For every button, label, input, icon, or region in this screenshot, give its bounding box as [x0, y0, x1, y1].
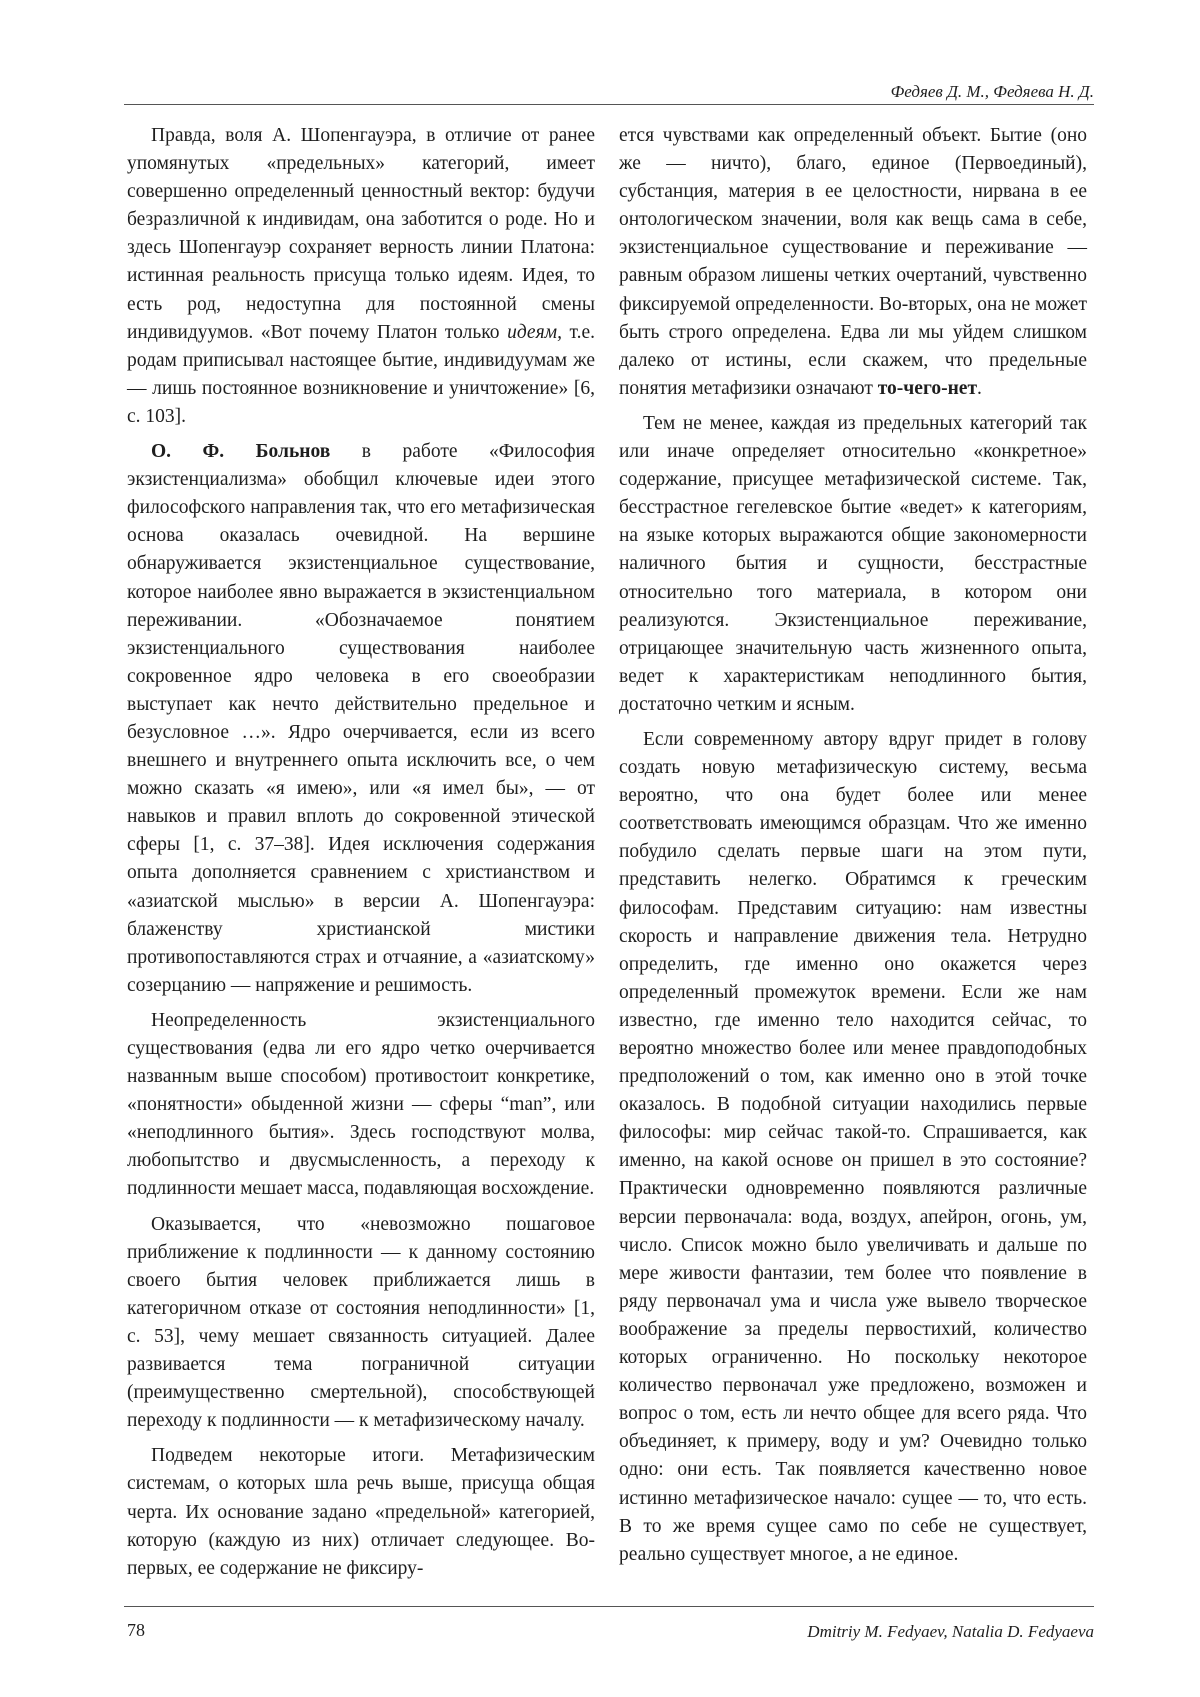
emphasis-text: идеям, — [507, 321, 562, 343]
paragraph: Если современному автору вдруг придет в голову создать новую метафизическую систему, весьма вероятно, что она будет более или менее соответствовать имеющимся образцам. Что же именно побудило сделать первые шаги на этом пути, представить нелегко. Обратимся к греческим философам. Представим ситуацию: нам известны скорость и направление движения тела. Нетрудно определить, где именно оно окажется через определенный промежуток времени. Если же нам известно, где именно тело находится сейчас, то вероятно множество более или менее правдоподобных предположений о том, как именно оно в этой точке оказалось. В подобной ситуации находились первые философы: мир сейчас такой-то. Спрашивается, как именно, на какой основе он пришел в это состояние? Практически одновременно появляются различные версии первоначала: вода, воздух, апейрон, огонь, ум, число. Список можно было увеличивать и дальше по мере живости фантазии, тем более что появление в ряду первоначал ума и числа уже вывело творческое воображение за пределы первостихий, количество которых ограниченно. Но поскольку некоторое количество первоначал уже предложено, возможен и вопрос о том, есть ли нечто общее для всего ряда. Что объединяет, к примеру, воду и ум? Очевидно только одно: они есть. Так появляется качественно новое истинно метафизическое начало: сущее — то, что есть. В то же время сущее само по себе не существует, реально существует многое, а не единое. — [619, 728, 1087, 1565]
paragraph-text: т.е. родам приписывал настоящее бытие, индивидуумам же — лишь постоянное возникновение и уничтожение» [6, с. 103]. — [127, 321, 595, 427]
footer-rule — [124, 1606, 1094, 1607]
left-column — [127, 122, 595, 1583]
author-name-bold: О. Ф. Больнов — [151, 441, 331, 463]
running-footer-author: Dmitriy M. Fedyaev, Natalia D. Fedyaeva — [807, 1622, 1094, 1641]
header-rule — [124, 104, 1094, 105]
paragraph-text: в работе «Философия экзистенциализма» обобщил ключевые идеи этого философского направления так, что его метафизическая основа оказалась очевидной. На вершине обнаруживается экзистенциальное существование, которое наиболее явно выражается в экзистенциальном переживании. «Обозначаемое понятием экзистенциального существования наиболее сокровенное ядро человека в его своеобразии выступает как нечто действительно предельное и безусловное …». Ядро очерчивается, если из всего внешнего и внутреннего опыта исключить все, о чем можно сказать «я имею», или «я имел бы», — от навыков и правил вплоть до сокровенной этической сферы [1, с. 37–38]. Идея исключения содержания опыта дополняется сравнением с христианством и «азиатской мыслью» в версии А. Шопенгауэра: блаженству христианской мистики противопоставляются страх и отчаяние, а «азиатскому» созерцанию — напряжение и решимость. — [127, 441, 595, 996]
key-term-bold: то-чего-нет — [877, 377, 978, 399]
paragraph: Неопределенность экзистенциального существования (едва ли его ядро четко очерчивается названным выше способом) противостоит конкретике, «понятности» обыденной жизни — сферы “man”, или «неподлинного бытия». Здесь господствуют молва, любопытство и двусмысленность, а переходу к подлинности мешает масса, подавляющая восхождение. — [127, 1009, 595, 1200]
paragraph-text: Правда, воля А. Шопенгауэра, в отличие от ранее упомянутых «предельных» категорий, имеет совершенно определенный ценностный вектор: будучи безразличной к индивидам, она заботится о роде. Но и здесь Шопенгауэр сохраняет верность линии Платона: истинная реальность присуща только идеям. Идея, то есть род, недоступна для постоянной смены индивидуумов. «Вот почему Платон только — [127, 125, 595, 343]
paragraph — [619, 122, 1087, 403]
paragraph: Оказывается, что «невозможно пошаговое приближение к подлинности — к данному состоянию своего бытия человек приближается лишь в категоричном отказе от состояния неподлинности» [1, с. 53], чему мешает связанность ситуацией. Далее развивается тема пограничной ситуации (преимущественно смертельной), способствующей переходу к подлинности — к метафизическому началу. — [127, 1213, 595, 1432]
paragraph — [127, 438, 595, 1000]
running-header-author: Федяев Д. М., Федяева Н. Д. — [890, 82, 1094, 101]
paragraph-text: . — [977, 377, 982, 399]
paragraph — [127, 122, 595, 431]
right-column — [619, 122, 1087, 1569]
paragraph-text: ется чувствами как определенный объект. Бытие (оно же — ничто), благо, единое (Первоединый), субстанция, материя в ее целостности, нирвана в ее онтологическом значении, воля как вещь сама в себе, экзистенциальное существование и переживание — равным образом лишены четких очертаний, чувственно фиксируемой определенности. Во-вторых, она не может быть строго определена. Едва ли мы уйдем слишком далеко от истины, если скажем, что предельные понятия метафизики означают — [619, 125, 1087, 399]
paragraph: Тем не менее, каждая из предельных категорий так или иначе определяет относительно «конкретное» содержание, присущее метафизической системе. Так, бесстрастное гегелевское бытие «ведет» к категориям, на языке которых выражаются общие закономерности наличного бытия и сущности, бесстрастные относительно того материала, в котором они реализуются. Экзистенциальное переживание, отрицающее значительную часть жизненного опыта, ведет к характеристикам неподлинного бытия, достаточно четким и ясным. — [619, 412, 1087, 715]
page-number: 78 — [127, 1620, 145, 1640]
paragraph: Подведем некоторые итоги. Метафизическим системам, о которых шла речь выше, присуща общая черта. Их основание задано «предельной» категорией, которую (каждую из них) отличает следующее. Во-первых, ее содержание не фиксиру- — [127, 1445, 595, 1579]
